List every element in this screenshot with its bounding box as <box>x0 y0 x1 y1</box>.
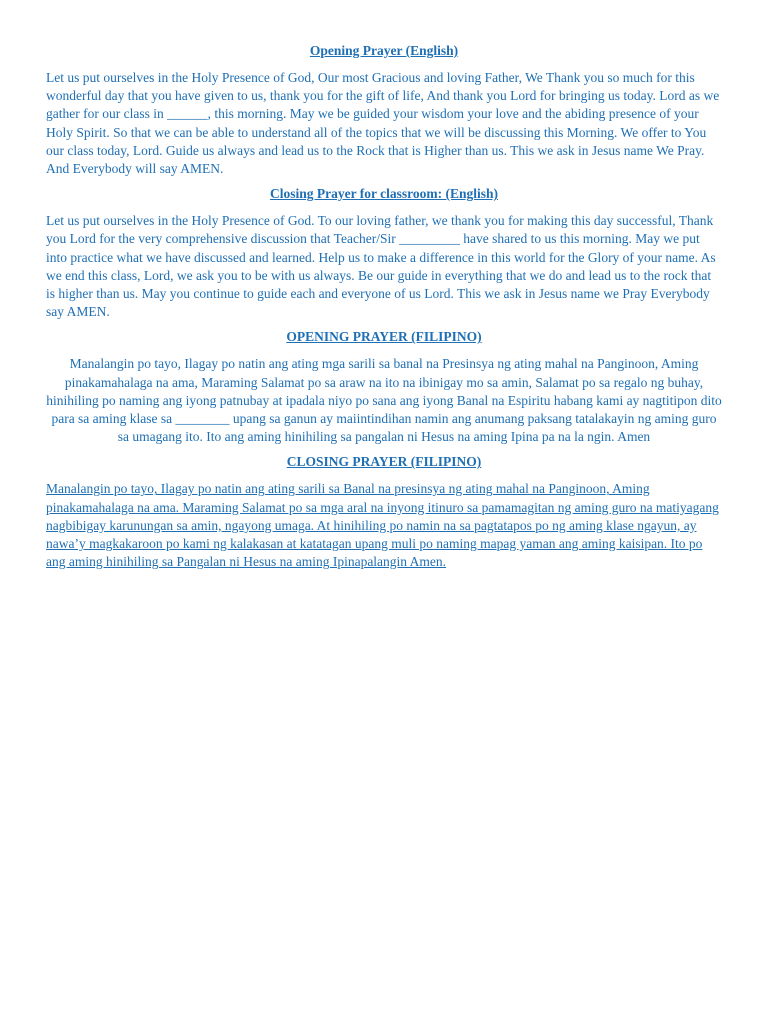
opening-prayer-filipino-heading: OPENING PRAYER (FILIPINO) <box>286 329 482 345</box>
closing-prayer-filipino-heading: CLOSING PRAYER (FILIPINO) <box>286 454 482 470</box>
opening-prayer-filipino-body: Manalangin po tayo, Ilagay po natin ang ating mga sarili sa banal na Presinsya ng ating mahal na Panginoon, Aming pinakamahalaga na ama, Maraming Salamat po sa araw na ito na ibinigay mo sa amin, Salamat po sa regalo ng buhay, hinihiling po naming ang iyong patnubay at ipadala niyo po sana ang iyong Banal na Espiritu habang kami ay nagtitipon dito para sa aming klase sa ________ upang sa ganun ay maiintindihan namin ang anumang paksang tatalakayin ng aming guro sa umagang ito. Ito ang aming hinihiling sa pangalan ni Hesus na aming Ipina pa na la ngin. Amen <box>46 356 722 445</box>
closing-prayer-english-heading: Closing Prayer for classroom: (English) <box>270 186 498 202</box>
opening-prayer-english-heading: Opening Prayer (English) <box>309 43 459 58</box>
opening-prayer-english-body: Let us put ourselves in the Holy Presence of God, Our most Gracious and loving Father, We Thank you so much for this wonderful day that you have given to us, thank you for the gift of life, And thank you Lord for bringing us today. Lord as we gather for our class in ______, this morning. May we be guided your wisdom your love and the abiding presence of your Holy Spirit. So that we can be able to understand all of the topics that we will be discussing this Morning. We offer to You our class today, Lord. Guide us always and lead us to the Rock that is Higher than us. This we ask in Jesus name We Pray. And Everybody will say AMEN. <box>46 70 720 177</box>
closing-prayer-english-body: Let us put ourselves in the Holy Presence of God. To our loving father, we thank you for making this day successful, Thank you Lord for the very comprehensive discussion that Teacher/Sir _________ have shared to us this morning. May we put into practice what we have discussed and learned. Help us to make a difference in this world for the Glory of your name. As we end this class, Lord, we ask you to be with us always. Be our guide in everything that we do and lead us to the rock that is higher than us. May you continue to guide each and everyone of us Lord. This we ask in Jesus name we Pray Everybody say AMEN. <box>46 213 716 320</box>
closing-prayer-filipino-body: Manalangin po tayo, Ilagay po natin ang ating sarili sa Banal na presinsya ng ating mahal na Panginoon, Aming pinakamahalaga na ama. Maraming Salamat po sa mga aral na inyong itinuro sa pamamagitan ng aming guro na matiyagang nagbibigay karunungan sa amin, ngayong umaga. At hinihiling po namin na sa pagtatapos po ng aming klase ngayun, ay nawa’y magkakaroon po kami ng kalakasan at katatagan upang muli po naming mapag yaman ang aming kaisipan. Ito po ang aming hinihiling sa Pangalan ni Hesus na aming Ipinapalangin Amen. <box>46 481 719 570</box>
